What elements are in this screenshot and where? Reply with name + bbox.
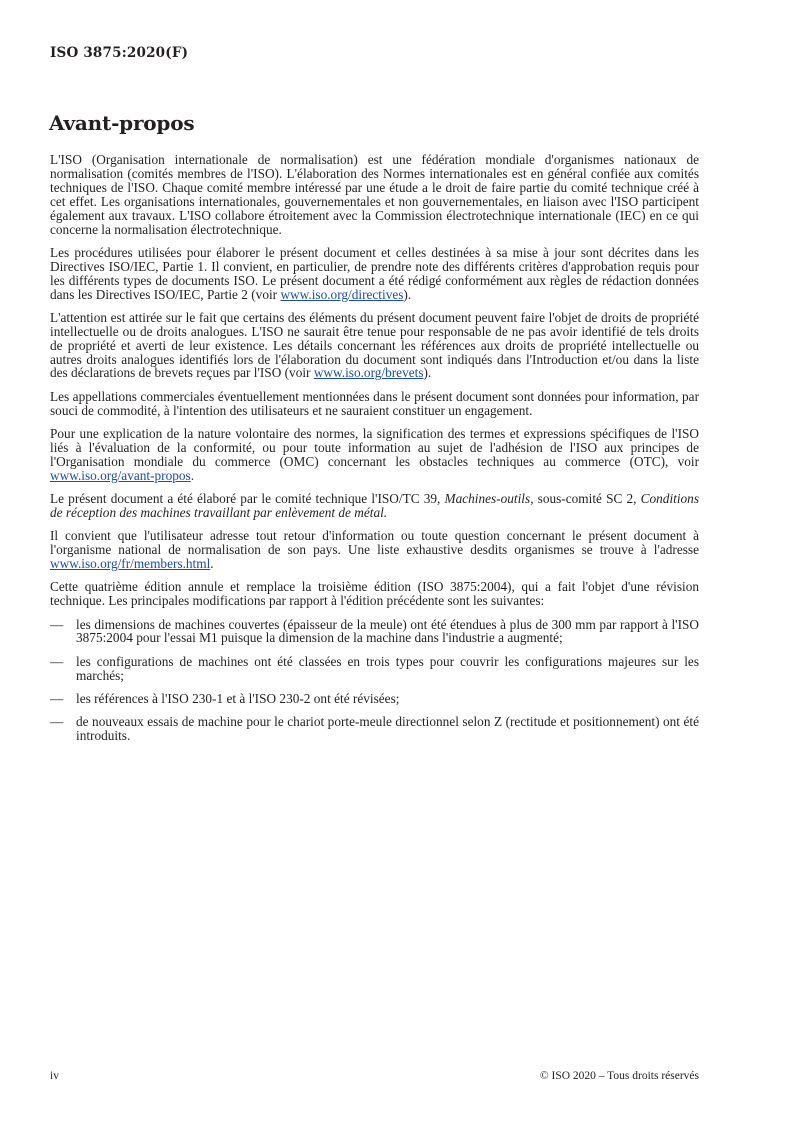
paragraph-committee [50, 492, 699, 520]
dash-bullet: — [50, 714, 64, 730]
paragraph-end: ). [403, 286, 412, 302]
paragraph-iso-intro: L'ISO (Organisation internationale de normalisation) est une fédération mondiale d'organismes nationaux de normalisation (comités membres de l'ISO). L'élaboration des Normes internationales est en général confiée aux comités techniques de l'ISO. Chaque comité membre intéressé par une étude a le droit de faire partie du comité technique créé à cet effet. Les organisations internationales, gouvernementales et non gouvernementales, en liaison avec l'ISO participent également aux travaux. L'ISO collabore étroitement avec la Commission électrotechnique internationale (IEC) en ce qui concerne la normalisation électrotechnique. [50, 152, 699, 237]
avant-propos-link[interactable]: www.iso.org/avant-propos [50, 467, 191, 483]
changes-list [50, 618, 699, 744]
list-item [50, 692, 699, 706]
paragraph-text: , sous-comité SC 2, [530, 490, 641, 506]
copyright-notice: © ISO 2020 – Tous droits réservés [539, 1070, 699, 1082]
dash-bullet: — [50, 653, 64, 669]
directives-link[interactable]: www.iso.org/directives [280, 286, 404, 302]
list-item [50, 655, 699, 683]
paragraph-end: ). [423, 365, 432, 381]
paragraph-procedures [50, 246, 699, 302]
list-item-text: les configurations de machines ont été classées en trois types pour couvrir les configurations majeures sur les marchés; [76, 653, 699, 683]
paragraph-trade-names: Les appellations commerciales éventuellement mentionnées dans le présent document sont données pour information, par souci de commodité, à l'intention des utilisateurs et ne sauraient constituer un engagement. [50, 388, 699, 418]
foreword-body [50, 153, 699, 752]
list-item-text: les dimensions de machines couvertes (épaisseur de la meule) ont été étendues à plus de 300 mm par rapport à l'ISO 3875:2004 pour l'essai M1 puisque la dimension de la machine dans l'industrie a augmenté; [76, 616, 699, 646]
paragraph-text: Le présent document a été élaboré par le comité technique l'ISO/TC 39, [50, 490, 445, 506]
paragraph-end: . [210, 556, 214, 571]
list-item [50, 618, 699, 646]
committee-name: Machines-outils [444, 490, 531, 506]
page-title: Avant-propos [49, 111, 195, 135]
list-item [50, 715, 699, 743]
list-item-text: les références à l'ISO 230-1 et à l'ISO 230-2 ont été révisées; [76, 690, 400, 706]
brevets-link[interactable]: www.iso.org/brevets [313, 365, 424, 381]
members-link[interactable]: www.iso.org/fr/members.html [50, 556, 211, 571]
paragraph-text: Il convient que l'utilisateur adresse tout retour d'information ou toute question concernant le présent document à l'organisme national de normalisation de son pays. Une liste exhaustive desdits organismes se trouve à l'adresse [50, 528, 699, 558]
paragraph-text: L'attention est attirée sur le fait que certains des éléments du présent document peuvent faire l'objet de droits de propriété intellectuelle ou de droits analogues. L'ISO ne saurait être tenue pour responsable de ne pas avoir identifié de tels droits de propriété et averti de leur existence. Les détails concernant les références aux droits de propriété intellectuelle ou autres droits analogues identifiés lors de l'élaboration du document sont indiqués dans l'Introduction et/ou dans la liste des déclarations de brevets reçues par l'ISO (voir [50, 309, 699, 381]
paragraph-text: Les procédures utilisées pour élaborer le présent document et celles destinées à sa mise à jour sont décrites dans les Directives ISO/IEC, Partie 1. Il convient, en particulier, de prendre note des différents critères d'approbation requis pour les différents types de documents ISO. Le présent document a été rédigé conformément aux règles de rédaction données dans les Directives ISO/IEC, Partie 2 (voir [50, 244, 699, 302]
paragraph-edition: Cette quatrième édition annule et remplace la troisième édition (ISO 3875:2004), qui a fait l'objet d'une révision technique. Les principales modifications par rapport à l'édition précédente sont les suivantes: [50, 579, 699, 609]
paragraph-feedback [50, 529, 699, 571]
list-item-text: de nouveaux essais de machine pour le chariot porte-meule directionnel selon Z (rectitude et positionnement) ont été introduits. [76, 714, 699, 744]
paragraph-voluntary-nature [50, 427, 699, 483]
dash-bullet: — [50, 690, 64, 706]
dash-bullet: — [50, 616, 64, 632]
subcommittee-name: Conditions de réception des machines travaillant par enlèvement de métal. [50, 490, 699, 520]
paragraph-patents [50, 311, 699, 381]
paragraph-text: Pour une explication de la nature volontaire des normes, la signification des termes et expressions spécifiques de l'ISO liés à l'évaluation de la conformité, ou pour toute information au sujet de l'adhésion de l'ISO aux principes de l'Organisation mondiale du commerce (OMC) concernant les obstacles techniques au commerce (OTC), voir [50, 425, 699, 469]
page-number: iv [50, 1070, 59, 1082]
paragraph-end: . [190, 467, 195, 483]
document-id: ISO 3875:2020(F) [50, 45, 189, 61]
